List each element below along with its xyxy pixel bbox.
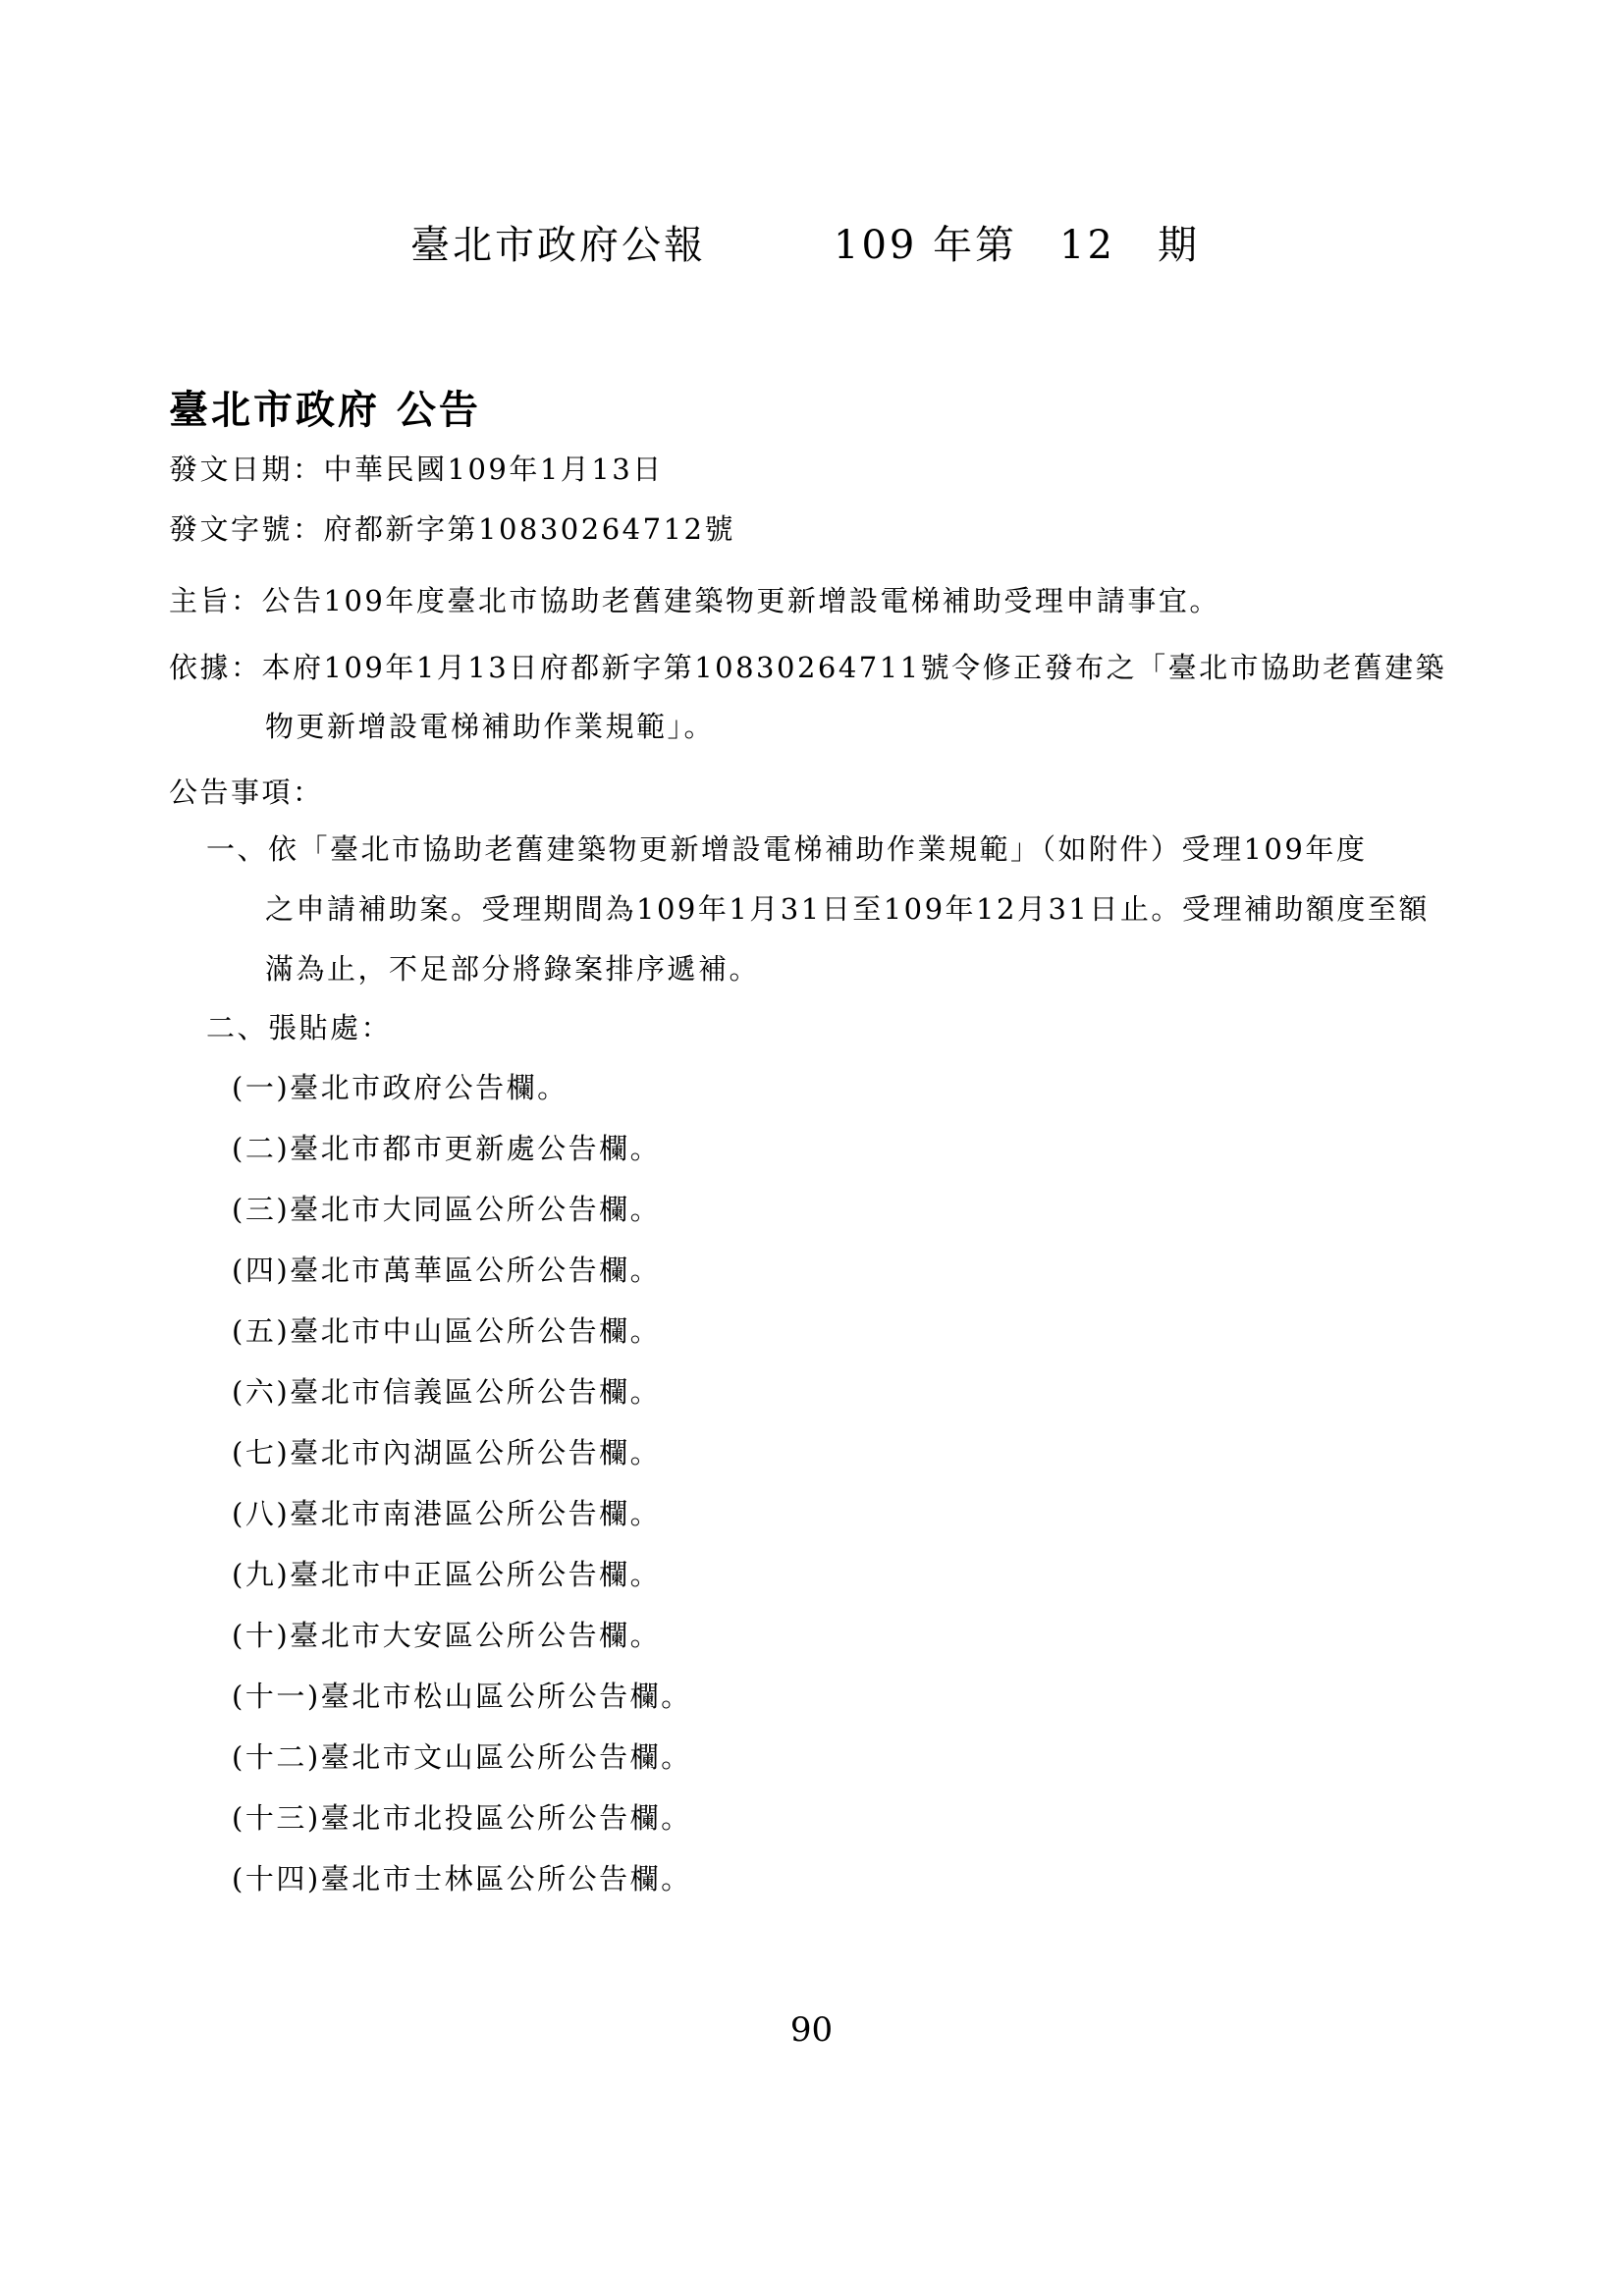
items-heading: 公告事項： <box>169 775 324 809</box>
item1-line-3: 滿為止，不足部分將錄案排序遞補。 <box>265 952 761 986</box>
item1-line-1: 一、依「臺北市協助老舊建築物更新增設電梯補助作業規範」（如附件）受理109年度 <box>206 832 1368 866</box>
list-item: (十二)臺北市文山區公所公告欄。 <box>232 1740 692 1774</box>
notice-date: 發文日期：中華民國109年1月13日 <box>169 453 664 486</box>
list-item: (八)臺北市南港區公所公告欄。 <box>232 1497 662 1530</box>
list-item: (九)臺北市中正區公所公告欄。 <box>232 1558 662 1591</box>
notice-subject: 主旨：公告109年度臺北市協助老舊建築物更新增設電梯補助受理申請事宜。 <box>169 584 1220 617</box>
list-item: (七)臺北市內湖區公所公告欄。 <box>232 1436 662 1469</box>
notice-title: 臺北市政府 公告 <box>169 387 481 433</box>
page-number: 90 <box>789 2010 834 2050</box>
list-item: (十四)臺北市士林區公所公告欄。 <box>232 1862 692 1896</box>
gazette-issue-number: 109 年第 12 期 <box>834 223 1200 268</box>
list-item: (五)臺北市中山區公所公告欄。 <box>232 1314 662 1348</box>
list-item: (三)臺北市大同區公所公告欄。 <box>232 1193 662 1226</box>
list-item: (二)臺北市都市更新處公告欄。 <box>232 1132 662 1165</box>
list-item: (十)臺北市大安區公所公告欄。 <box>232 1619 662 1652</box>
notice-document-number: 發文字號：府都新字第10830264712號 <box>169 512 735 546</box>
list-item: (十一)臺北市松山區公所公告欄。 <box>232 1680 692 1713</box>
item2-heading: 二、張貼處： <box>206 1011 393 1044</box>
list-item: (六)臺北市信義區公所公告欄。 <box>232 1375 662 1409</box>
notice-basis-line-2: 物更新增設電梯補助作業規範」。 <box>265 710 716 743</box>
list-item: (一)臺北市政府公告欄。 <box>232 1071 568 1104</box>
gazette-header <box>410 214 1200 270</box>
list-item: (四)臺北市萬華區公所公告欄。 <box>232 1254 662 1287</box>
notice-basis-line-1: 依據：本府109年1月13日府都新字第10830264711號令修正發布之「臺北市協助老舊建築 <box>169 651 1447 684</box>
list-item: (十三)臺北市北投區公所公告欄。 <box>232 1801 692 1835</box>
gazette-publication-name: 臺北市政府公報 <box>410 223 706 268</box>
item1-line-2: 之申請補助案。受理期間為109年1月31日至109年12月31日止。受理補助額度至額 <box>265 892 1430 926</box>
